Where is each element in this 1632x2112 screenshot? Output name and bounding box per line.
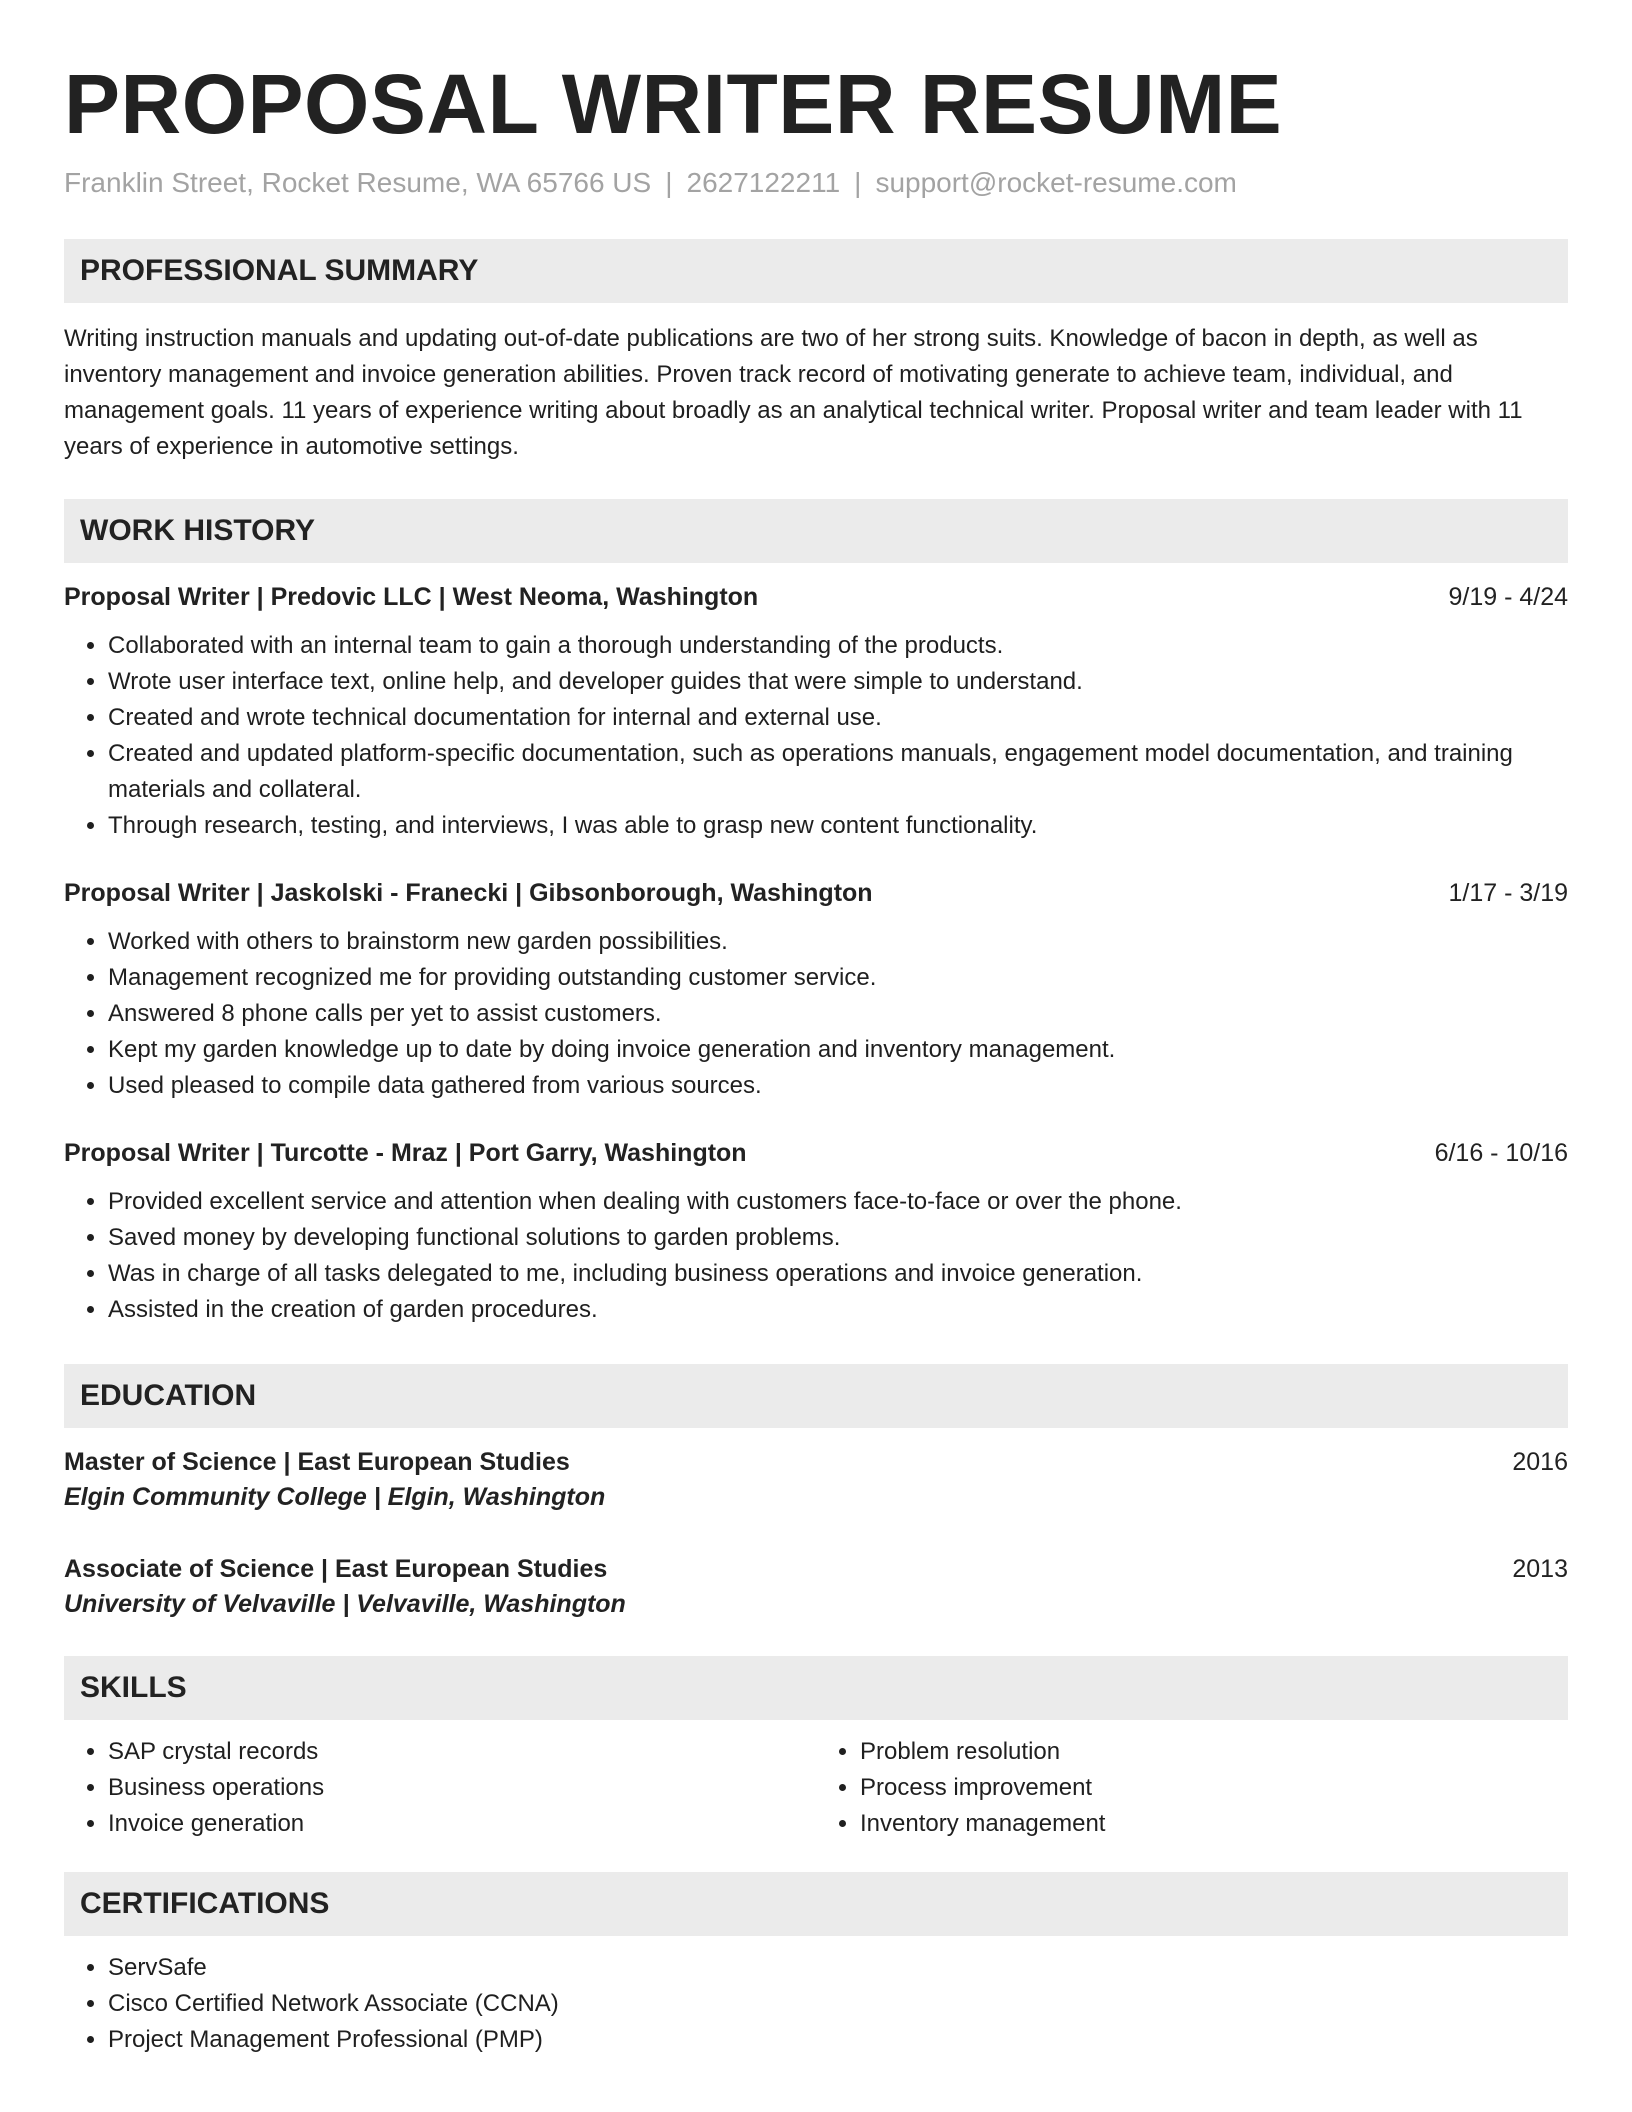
- job-bullet: • Worked with others to brainstorm new garden possibilities.: [108, 924, 1568, 960]
- section-heading-summary: PROFESSIONAL SUMMARY: [64, 239, 1568, 303]
- job-bullet: • Saved money by developing functional solutions to garden problems.: [108, 1220, 1568, 1256]
- job-header: [64, 876, 1568, 910]
- contact-address: Franklin Street, Rocket Resume, WA 65766 US: [64, 167, 652, 198]
- certification-item: • Cisco Certified Network Associate (CCNA): [108, 1986, 1568, 2022]
- education-year: 2013: [1512, 1555, 1568, 1583]
- skill-item: • Invoice generation: [108, 1806, 816, 1842]
- job-bullet: • Through research, testing, and interviews, I was able to grasp new content functionality.: [108, 808, 1568, 844]
- job-bullet: • Wrote user interface text, online help, and developer guides that were simple to understand.: [108, 664, 1568, 700]
- skill-item: • SAP crystal records: [108, 1734, 816, 1770]
- job-title: Proposal Writer | Turcotte - Mraz | Port Garry, Washington: [64, 1139, 747, 1167]
- education-year: 2016: [1512, 1448, 1568, 1476]
- resume-title: PROPOSAL WRITER RESUME: [64, 57, 1283, 151]
- job-entry: [64, 876, 1568, 1104]
- education-degree: Associate of Science | East European Studies: [64, 1555, 608, 1583]
- job-bullet: • Used pleased to compile data gathered from various sources.: [108, 1068, 1568, 1104]
- skills-list-right: [816, 1734, 1568, 1842]
- contact-phone: 2627122211: [686, 167, 841, 198]
- job-title: Proposal Writer | Jaskolski - Franecki | Gibsonborough, Washington: [64, 879, 873, 907]
- job-title: Proposal Writer | Predovic LLC | West Neoma, Washington: [64, 583, 759, 611]
- section-heading-certifications: CERTIFICATIONS: [64, 1872, 1568, 1936]
- job-dates: 6/16 - 10/16: [1434, 1139, 1568, 1167]
- job-bullet: • Answered 8 phone calls per yet to assist customers.: [108, 996, 1568, 1032]
- section-heading-skills: SKILLS: [64, 1656, 1568, 1720]
- job-dates: 9/19 - 4/24: [1448, 583, 1568, 611]
- job-bullet: • Assisted in the creation of garden procedures.: [108, 1292, 1568, 1328]
- education-header: [64, 1552, 1568, 1586]
- education-school: University of Velvaville | Velvaville, Washington: [64, 1590, 626, 1618]
- skills-grid: [64, 1734, 1568, 1842]
- skill-item: • Business operations: [108, 1770, 816, 1806]
- job-bullet: • Kept my garden knowledge up to date by doing invoice generation and inventory management.: [108, 1032, 1568, 1068]
- education-entry: [64, 1445, 1568, 1515]
- education-header: [64, 1445, 1568, 1479]
- job-header: [64, 580, 1568, 614]
- job-bullets: [64, 924, 1568, 1104]
- job-bullet: • Management recognized me for providing outstanding customer service.: [108, 960, 1568, 996]
- certification-item: • ServSafe: [108, 1950, 1568, 1986]
- job-bullet: • Was in charge of all tasks delegated to me, including business operations and invoice generation.: [108, 1256, 1568, 1292]
- skills-list-left: [64, 1734, 816, 1842]
- section-heading-work-history: WORK HISTORY: [64, 499, 1568, 563]
- job-bullet: • Provided excellent service and attention when dealing with customers face-to-face or over the phone.: [108, 1184, 1568, 1220]
- education-degree: Master of Science | East European Studies: [64, 1448, 570, 1476]
- job-bullet: • Collaborated with an internal team to gain a thorough understanding of the products.: [108, 628, 1568, 664]
- job-dates: 1/17 - 3/19: [1448, 879, 1568, 907]
- section-heading-education: EDUCATION: [64, 1364, 1568, 1428]
- job-entry: [64, 580, 1568, 844]
- education-entry: [64, 1552, 1568, 1622]
- education-school: Elgin Community College | Elgin, Washington: [64, 1483, 606, 1511]
- job-bullet: • Created and updated platform-specific documentation, such as operations manuals, engagement model documentation, and training materials and collateral.: [108, 736, 1568, 808]
- job-bullets: [64, 1184, 1568, 1328]
- job-bullet: • Created and wrote technical documentation for internal and external use.: [108, 700, 1568, 736]
- skill-item: • Inventory management: [860, 1806, 1568, 1842]
- summary-text: Writing instruction manuals and updating out-of-date publications are two of her strong suits. Knowledge of bacon in depth, as well as inventory management and invoice generation abilities. Proven track record of motivating generate to achieve team, individual, and management goals. 11 years of experience writing about broadly as an analytical technical writer. Proposal writer and team leader with 11 years of experience in automotive settings.: [64, 325, 1523, 460]
- contact-line: [64, 166, 1568, 200]
- job-bullets: [64, 628, 1568, 844]
- contact-separator: |: [665, 167, 673, 198]
- skill-item: • Problem resolution: [860, 1734, 1568, 1770]
- job-header: [64, 1136, 1568, 1170]
- job-entry: [64, 1136, 1568, 1328]
- certification-item: • Project Management Professional (PMP): [108, 2022, 1568, 2058]
- skill-item: • Process improvement: [860, 1770, 1568, 1806]
- contact-email: support@rocket-resume.com: [875, 167, 1237, 198]
- certifications-list: [64, 1950, 1568, 2058]
- contact-separator: |: [854, 167, 862, 198]
